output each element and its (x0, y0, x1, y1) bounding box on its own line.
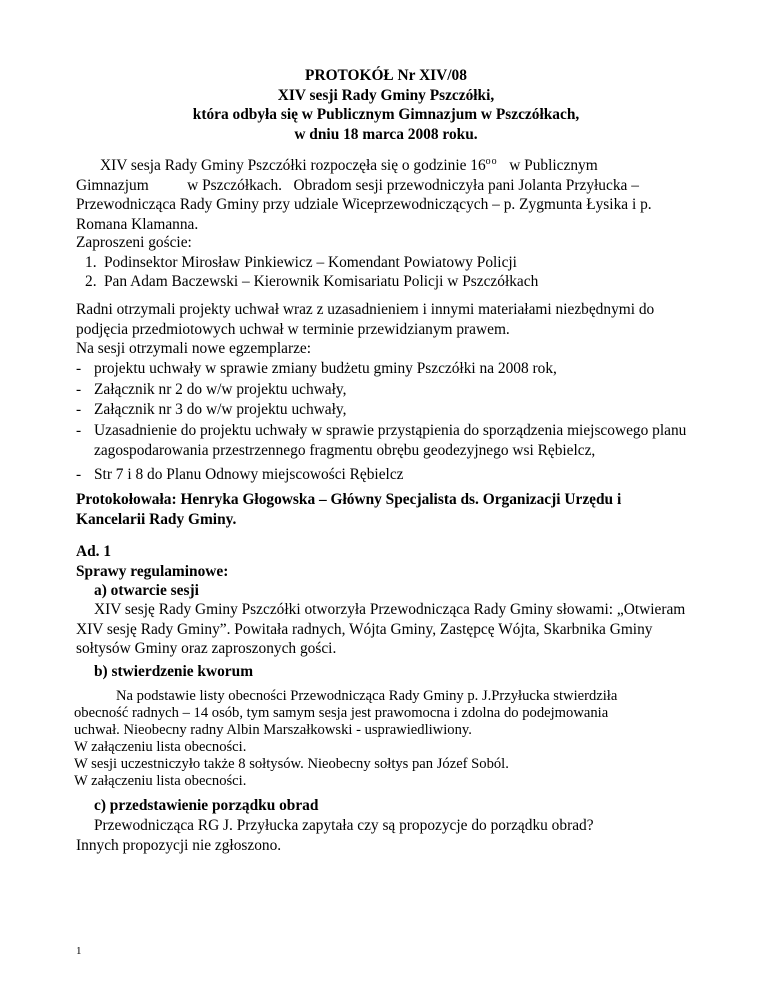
ad1-b-line-6: W załączeniu lista obecności. (74, 773, 247, 789)
materials-section (76, 300, 696, 359)
header-title: PROTOKÓŁ Nr XIV/08 (305, 67, 467, 84)
guest-item: 2. Pan Adam Baczewski – Kierownik Komisariatu Policji w Pszczółkach (85, 273, 539, 290)
ad1-c-title: c) przedstawienie porządku obrad (94, 797, 319, 814)
list-item: - Załącznik nr 2 do w/w projektu uchwały, (76, 380, 347, 398)
ad1-a-line-1: XIV sesję Rady Gminy Pszczółki otworzyła Przewodnicząca Rady Gminy słowami: „Otwieram (94, 601, 686, 618)
list-item: - projektu uchwały w sprawie zmiany budżetu gminy Pszczółki na 2008 rok, (76, 360, 557, 377)
list-item: - Str 7 i 8 do Planu Odnowy miejscowości Rębielcz (76, 465, 404, 483)
ad1-b-paragraph (74, 688, 694, 790)
ad1-c-line-2: Innych propozycji nie zgłoszono. (76, 836, 282, 854)
ad1-a-paragraph (76, 600, 696, 659)
materials-line-3: Na sesji otrzymali nowe egzemplarze: (76, 340, 312, 357)
ad1-b-line-2: obecność radnych – 14 osób, tym samym sesja jest prawomocna i zdolna do podejmowania (74, 705, 609, 721)
header-session: XIV sesji Rady Gminy Pszczółki, (277, 86, 495, 104)
guests-title: Zaproszeni goście: (76, 234, 192, 251)
ad1-b-title: b) stwierdzenie kworum (94, 663, 254, 680)
protocol-line-2: Kancelarii Rady Gminy. (76, 510, 237, 528)
intro-line-2: Gimnazjum w Pszczółkach. Obradom sesji przewodniczyła pani Jolanta Przyłucka – (76, 176, 639, 194)
ad1-b-line-3: uchwał. Nieobecny radny Albin Marszałkowski - usprawiedliwiony. (74, 722, 472, 738)
intro-line-4: Romana Klamanna. (76, 215, 199, 233)
ad1-b-line-5: W sesji uczestniczyło także 8 sołtysów. Nieobecny sołtys pan Józef Soból. (74, 756, 509, 772)
intro-line-3: Przewodnicząca Rady Gminy przy udziale Wiceprzewodniczących – p. Zygmunta Łysika i p. (76, 196, 652, 214)
ad1-b-line-4: W załączeniu lista obecności. (74, 739, 247, 755)
ad1-a-line-2: XIV sesję Rady Gminy”. Powitała radnych, Wójta Gminy, Zastępcę Wójta, Skarbnika Gminy (76, 620, 653, 638)
materials-line-2: podjęcia przedmiotowych uchwał w terminie przewidzianym prawem. (76, 320, 510, 338)
protocol-line-1: Protokołowała: Henryka Głogowska – Główny Specjalista ds. Organizacji Urzędu i (76, 491, 622, 508)
guests-section (76, 233, 696, 292)
ad1-a-title: a) otwarcie sesji (94, 582, 199, 599)
intro-paragraph (76, 152, 696, 234)
document-header (76, 66, 696, 144)
intro-line-1: XIV sesja Rady Gminy Pszczółki rozpoczęła się o godzinie $16^{oo}$ w Publicznym (100, 156, 598, 175)
ad1-title: Ad. 1 (76, 543, 112, 560)
materials-line-1: Radni otrzymali projekty uchwał wraz z uzasadnieniem i innymi materiałami niezbędnymi do (76, 301, 655, 318)
list-item: - Załącznik nr 3 do w/w projektu uchwały, (76, 401, 347, 418)
materials-list (76, 359, 696, 485)
ad1-a-line-3: sołtysów Gminy oraz zaproszonych gości. (76, 640, 337, 657)
list-item: - Uzasadnienie do projektu uchwały w sprawie przystąpienia do sporządzenia miejscowego planu zagospodarowania przestrzennego fragmentu obrębu geodezyjnego wsi Rębielcz, (76, 421, 687, 459)
header-location: która odbyła się w Publicznym Gimnazjum w Pszczółkach, (192, 106, 580, 123)
ad1-c-line-1: Przewodnicząca RG J. Przyłucka zapytała czy są propozycje do porządku obrad? (94, 817, 594, 834)
header-date: w dniu 18 marca 2008 roku. (294, 125, 478, 143)
page-number: 1 (76, 945, 82, 957)
ad1-heading (76, 542, 696, 601)
ad1-c-paragraph (76, 816, 696, 855)
ad1-subtitle: Sprawy regulaminowe: (76, 562, 229, 580)
protocol-note (76, 490, 696, 529)
ad1-b-line-1: Na podstawie listy obecności Przewodnicząca Rady Gminy p. J.Przyłucka stwierdziła (116, 688, 618, 704)
guest-item: 1. Podinsektor Mirosław Pinkiewicz – Komendant Powiatowy Policji (85, 253, 517, 271)
